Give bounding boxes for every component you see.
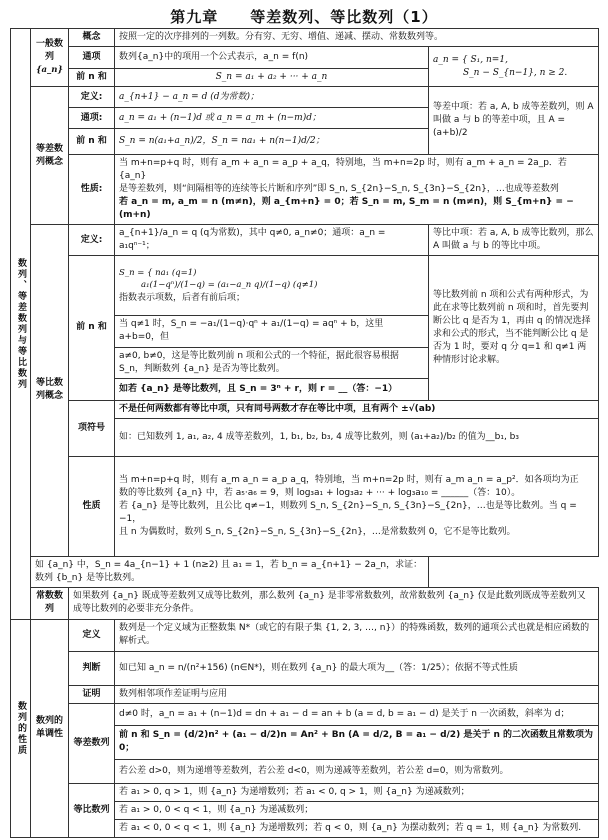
geo-example: 如 {a_n} 中，S_n = 4a_{n−1} + 1 (n≥2) 且 a₁ = 1，若 b_n = a_{n+1} − 2a_n，求证：数列 {b_n} 是等比数列。 bbox=[31, 556, 429, 587]
geo-sum-example: 如若 {a_n} 是等比数列，且 S_n = 3ⁿ + r，则 r = __（答：−1） bbox=[115, 378, 429, 400]
props-def: 数列是一个定义域为正整数集 N*（或它的有限子集 {1, 2, 3, …, n}）的特殊函数，数列的通项公式也就是相应函数的解析式。 bbox=[115, 619, 599, 651]
constant-text: 如果数列 {a_n} 既成等差数列又成等比数列，那么数列 {a_n} 是非零常数数列，故常数数列 {a_n} 仅是此数列既成等差数列又成等比数列的必要非充分条件。 bbox=[69, 587, 599, 619]
geo-prop-line-2: 数的等比数列 {a_n} 中，若 a₅·a₆ = 9，则 log₃a₁ + log₃a₂ + ··· + log₃a₁₀ = ______（答：10）。 bbox=[119, 487, 521, 498]
arith-term-label: 通项: bbox=[69, 108, 115, 129]
props-judge: 如已知 a_n = n/(n²+156) (n∈N*)，则在数列 {a_n} 的最大项为__（答：1/25）；依据不等式性质 bbox=[115, 651, 599, 685]
geo-prop-label: 性质 bbox=[69, 456, 115, 556]
geo-sum-note: 等比数列前 n 项和公式有两种形式，为此在求等比数列前 n 项和时，首先要判断公比 q 是否为 1，再由 q 的情况选择求和公式的形式，当不能判断公比 q 是否为 1 时，要对 q 分 q=1 和 q≠1 两种情形讨论求解。 bbox=[429, 256, 599, 400]
arith-prop-line-2: 是等差数列，则“间隔相等的连续等长片断和序列”即 S_n, S_{2n}−S_n, S_{3n}−S_{2n}，…也成等差数列 bbox=[119, 184, 559, 195]
geo-category: 等比数列概念 bbox=[31, 225, 69, 556]
props-arith-1: d≠0 时，a_n = a₁ + (n−1)d = dn + a₁ − d = an + b (a = d, b = a₁ − d) 是关于 n 一次函数，斜率为 d； bbox=[115, 703, 599, 725]
arith-sum-label: 前 n 和 bbox=[69, 129, 115, 155]
props-arith-3: 若公差 d>0，则为递增等差数列，若公差 d<0，则为递减等差数列，若公差 d=0，则为常数列。 bbox=[115, 759, 599, 783]
page-title: 第九章 等差数列、等比数列（1） bbox=[170, 8, 438, 26]
props-proof-label: 证明 bbox=[69, 685, 115, 703]
general-label: 一般数列 bbox=[35, 39, 63, 63]
general-category bbox=[31, 29, 69, 87]
general-piecewise bbox=[429, 47, 599, 87]
general-sum: S_n = a₁ + a₂ + ··· + a_n bbox=[115, 69, 429, 87]
props-judge-label: 判断 bbox=[69, 651, 115, 685]
arith-mid: 等差中项：若 a, A, b 成等差数列，则 A 叫做 a 与 b 的等差中项，且 A = (a+b)/2 bbox=[429, 87, 599, 155]
mono-category: 数列的单调性 bbox=[31, 619, 69, 837]
geo-prop bbox=[115, 456, 599, 556]
geo-sum-formula-1: S_n = { na₁ (q=1) bbox=[119, 268, 197, 279]
geo-sum-label: 前 n 和 bbox=[69, 256, 115, 400]
geo-sum-q: 当 q≠1 时，S_n = −a₁/(1−q)·qⁿ + a₁/(1−q) = aqⁿ + b，这里 a+b=0，但 bbox=[115, 316, 429, 347]
arith-prop bbox=[115, 155, 599, 225]
general-label-sub: {a_n} bbox=[36, 65, 63, 76]
props-geo-label: 等比数列 bbox=[69, 783, 115, 837]
geo-def: a_{n+1}/a_n = q (q为常数)，其中 q≠0, a_n≠0；通项：a_n = a₁qⁿ⁻¹； bbox=[115, 225, 429, 256]
arith-sum: S_n = n(a₁+a_n)/2，S_n = na₁ + n(n−1)d/2； bbox=[115, 129, 429, 155]
props-def-label: 定义 bbox=[69, 619, 115, 651]
arith-def-label: 定义: bbox=[69, 87, 115, 108]
general-sum-label: 前 n 和 bbox=[69, 69, 115, 87]
constant-category: 常数数列 bbox=[31, 587, 69, 619]
arith-term: a_n = a₁ + (n−1)d 或 a_n = a_m + (n−m)d； bbox=[115, 108, 429, 129]
section-label-top: 数列、等差数列与等比数列 bbox=[11, 29, 31, 620]
summary-table bbox=[10, 28, 599, 838]
geo-prop-line-4: 且 n 为偶数时，数列 S_n, S_{2n}−S_n, S_{3n}−S_{2n}，…是常数数列 0，它不是等比数列。 bbox=[119, 526, 516, 537]
geo-prop-line-3: 若 {a_n} 是等比数列，且公比 q≠−1，则数列 S_n, S_{2n}−S_n, S_{3n}−S_{2n}，…也是等比数列。当 q = −1， bbox=[119, 500, 577, 524]
piecewise-line-2: S_n − S_{n−1}, n ≥ 2. bbox=[463, 67, 568, 78]
arith-category: 等差数列概念 bbox=[31, 87, 69, 225]
geo-prop-line-1: 当 m+n=p+q 时，则有 a_m a_n = a_p a_q，特别地，当 m+n=2p 时，则有 a_m a_n = a_p²．如各项均为正 bbox=[119, 474, 579, 485]
geo-term-2: 如：已知数列 1, a₁, a₂, 4 成等差数列，1, b₁, b₂, b₃, 4 成等比数列，则 (a₁+a₂)/b₂ 的值为__b₁, b₃ bbox=[115, 418, 599, 456]
arith-prop-label: 性质: bbox=[69, 155, 115, 225]
section-label-bottom: 数列的性质 bbox=[11, 619, 31, 837]
arith-prop-line-3: 若 a_n = m, a_m = n (m≠n)，则 a_{m+n} = 0；若 S_n = m, S_m = n (m≠n)，则 S_{m+n} = −(m+n) bbox=[119, 197, 574, 221]
props-geo-3: 若 a₁ < 0, 0 < q < 1，则 {a_n} 为递增数列；若 q < 0，则 {a_n} 为摆动数列；若 q = 1，则 {a_n} 为常数列. bbox=[115, 819, 599, 837]
props-arith-2: 前 n 和 S_n = (d/2)n² + (a₁ − d/2)n = An² + Bn (A = d/2, B = a₁ − d/2) 是关于 n 的二次函数且常数项为 0； bbox=[115, 725, 599, 759]
props-arith-label: 等差数列 bbox=[69, 703, 115, 783]
geo-sum-formula-2: a₁(1−qⁿ)/(1−q) = (a₁−a_n q)/(1−q) (q≠1) bbox=[141, 280, 318, 291]
general-formula: 数列{a_n}中的项用一个公式表示，a_n = f(n) bbox=[115, 47, 429, 69]
geo-mid: 等比中项：若 a, A, b 成等比数列，那么 A 叫做 a 与 b 的等比中项。 bbox=[429, 225, 599, 256]
props-proof: 数列相邻项作差证明与应用 bbox=[115, 685, 599, 703]
props-geo-1: 若 a₁ > 0, q > 1，则 {a_n} 为递增数列；若 a₁ < 0, q > 1，则 {a_n} 为递减数列； bbox=[115, 783, 599, 801]
geo-term-label: 项符号 bbox=[69, 400, 115, 456]
general-formula-label: 通项 bbox=[69, 47, 115, 69]
props-geo-2: 若 a₁ > 0, 0 < q < 1，则 {a_n} 为递减数列； bbox=[115, 801, 599, 819]
general-concept: 按照一定的次序排列的一列数。分有穷、无穷、增值、递减、摆动、常数数列等。 bbox=[115, 29, 599, 47]
general-concept-label: 概念 bbox=[69, 29, 115, 47]
piecewise-line-1: a_n = { S₁, n=1, bbox=[433, 54, 508, 65]
geo-sum-q2: a≠0, b≠0，这是等比数列前 n 项和公式的一个特征，据此很容易根据 S_n，判断数列 {a_n} 是否为等比数列。 bbox=[115, 347, 429, 378]
arith-prop-line-1: 当 m+n=p+q 时，则有 a_m + a_n = a_p + a_q，特别地，当 m+n=2p 时，则有 a_m + a_n = 2a_p．若 {a_n} bbox=[119, 158, 567, 182]
arith-def: a_{n+1} − a_n = d (d为常数)； bbox=[115, 87, 429, 108]
geo-sum-formula-tail: 指数表示项数，后者有前后项； bbox=[119, 292, 246, 303]
geo-sum-formula bbox=[115, 256, 429, 316]
geo-term-1: 不是任何两数都有等比中项，只有同号两数才存在等比中项，且有两个 ±√(ab) bbox=[115, 400, 599, 418]
geo-def-label: 定义: bbox=[69, 225, 115, 256]
